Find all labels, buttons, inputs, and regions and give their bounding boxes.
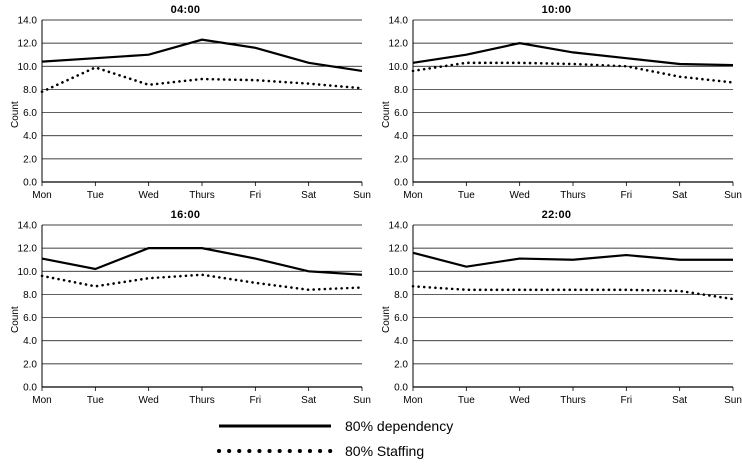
svg-text:Mon: Mon	[403, 395, 423, 406]
legend-label: 80% dependency	[345, 418, 454, 434]
y-axis-label: Count	[381, 101, 392, 128]
svg-text:Tue: Tue	[86, 395, 104, 406]
svg-text:Tue: Tue	[457, 190, 475, 201]
svg-text:Thurs: Thurs	[560, 190, 586, 201]
svg-text:8.0: 8.0	[394, 84, 408, 96]
svg-text:Thurs: Thurs	[560, 395, 586, 406]
svg-text:Mon: Mon	[403, 190, 423, 201]
svg-text:Sun: Sun	[353, 190, 371, 201]
svg-text:4.0: 4.0	[394, 131, 408, 143]
svg-text:4.0: 4.0	[394, 336, 408, 348]
svg-text:Mon: Mon	[32, 395, 52, 406]
svg-text:8.0: 8.0	[394, 289, 408, 301]
svg-text:10.0: 10.0	[388, 266, 408, 278]
svg-text:0.0: 0.0	[23, 177, 37, 189]
svg-text:0.0: 0.0	[394, 382, 408, 394]
svg-text:Wed: Wed	[138, 395, 159, 406]
svg-text:Thurs: Thurs	[189, 395, 215, 406]
svg-text:Sat: Sat	[301, 395, 317, 406]
chart-panel-1	[371, 0, 742, 205]
legend-entry-dependency	[0, 418, 742, 434]
svg-text:Tue: Tue	[86, 190, 104, 201]
chart-title: 22:00	[541, 209, 572, 221]
svg-text:10.0: 10.0	[388, 61, 408, 73]
y-axis-label: Count	[10, 101, 21, 128]
y-axis-label: Count	[381, 306, 392, 333]
svg-text:Sat: Sat	[301, 190, 317, 201]
svg-text:Wed: Wed	[509, 395, 530, 406]
svg-text:2.0: 2.0	[23, 154, 37, 166]
svg-text:6.0: 6.0	[23, 108, 37, 120]
chart-title: 04:00	[170, 4, 201, 16]
chart-plot-0	[0, 0, 371, 205]
svg-text:12.0: 12.0	[17, 38, 37, 50]
svg-text:8.0: 8.0	[23, 289, 37, 301]
svg-text:14.0: 14.0	[388, 220, 408, 232]
svg-text:Fri: Fri	[620, 395, 633, 406]
svg-text:10.0: 10.0	[17, 266, 37, 278]
chart-title: 10:00	[541, 4, 572, 16]
svg-text:0.0: 0.0	[23, 382, 37, 394]
svg-text:Wed: Wed	[138, 190, 159, 201]
svg-text:2.0: 2.0	[23, 359, 37, 371]
svg-text:12.0: 12.0	[388, 38, 408, 50]
svg-text:2.0: 2.0	[394, 154, 408, 166]
svg-text:Fri: Fri	[249, 190, 262, 201]
chart-plot-1	[371, 0, 742, 205]
legend-line-solid-icon	[217, 419, 333, 433]
legend-line-dotted-icon	[217, 444, 333, 458]
svg-text:Mon: Mon	[32, 190, 52, 201]
svg-text:Fri: Fri	[620, 190, 633, 201]
svg-text:Sun: Sun	[724, 395, 742, 406]
chart-panel-2	[0, 205, 371, 410]
figure-legend	[0, 410, 742, 467]
svg-text:8.0: 8.0	[23, 84, 37, 96]
legend-label: 80% Staffing	[345, 443, 425, 459]
chart-panel-0	[0, 0, 371, 205]
svg-text:4.0: 4.0	[23, 336, 37, 348]
svg-text:Thurs: Thurs	[189, 190, 215, 201]
svg-text:Tue: Tue	[457, 395, 475, 406]
legend-entry-staffing	[0, 443, 742, 459]
svg-text:6.0: 6.0	[394, 108, 408, 120]
svg-text:4.0: 4.0	[23, 131, 37, 143]
svg-text:0.0: 0.0	[394, 177, 408, 189]
svg-text:12.0: 12.0	[388, 243, 408, 255]
y-axis-label: Count	[10, 306, 21, 333]
chart-title: 16:00	[170, 209, 201, 221]
svg-text:2.0: 2.0	[394, 359, 408, 371]
svg-text:14.0: 14.0	[17, 220, 37, 232]
chart-plot-3	[371, 205, 742, 410]
svg-text:14.0: 14.0	[388, 15, 408, 27]
svg-text:14.0: 14.0	[17, 15, 37, 27]
svg-text:6.0: 6.0	[23, 313, 37, 325]
chart-panel-3	[371, 205, 742, 410]
chart-plot-2	[0, 205, 371, 410]
svg-text:6.0: 6.0	[394, 313, 408, 325]
svg-text:Wed: Wed	[509, 190, 530, 201]
svg-text:Sun: Sun	[353, 395, 371, 406]
svg-text:Sun: Sun	[724, 190, 742, 201]
svg-text:Fri: Fri	[249, 395, 262, 406]
svg-text:12.0: 12.0	[17, 243, 37, 255]
svg-text:10.0: 10.0	[17, 61, 37, 73]
svg-text:Sat: Sat	[672, 190, 688, 201]
svg-text:Sat: Sat	[672, 395, 688, 406]
